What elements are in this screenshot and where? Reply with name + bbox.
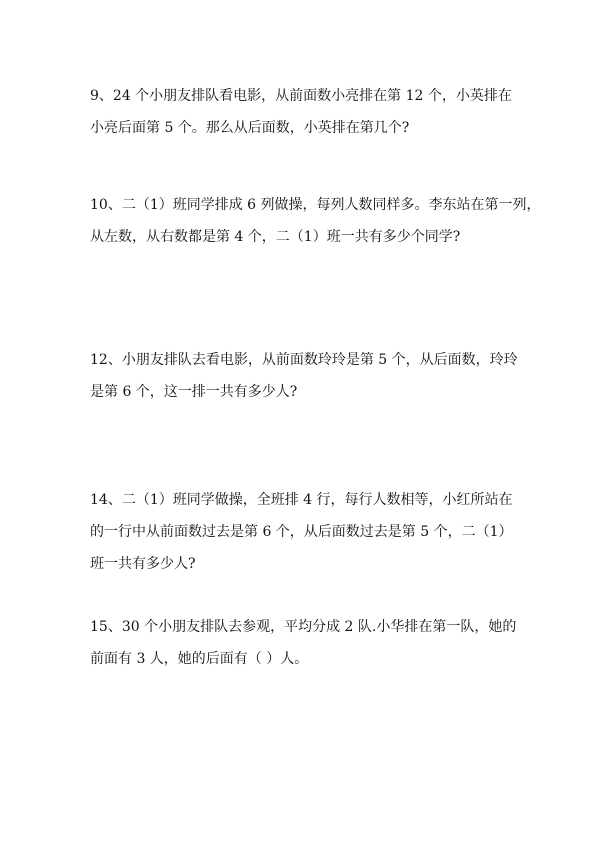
question-15-line-1: 15、30 个小朋友排队去参观，平均分成 2 队.小华排在第一队，她的 bbox=[90, 619, 517, 635]
question-15-line-2: 前面有 3 人，她的后面有（ ）人。 bbox=[90, 651, 309, 667]
question-9-line-1: 9、24 个小朋友排队看电影，从前面数小亮排在第 12 个，小英排在 bbox=[90, 88, 512, 104]
question-14-line-1: 14、二（1）班同学做操，全班排 4 行，每行人数相等，小红所站在 bbox=[90, 492, 513, 508]
question-14-line-2: 的一行中从前面数过去是第 6 个，从后面数过去是第 5 个，二（1） bbox=[90, 524, 513, 540]
question-12-line-1: 12、小朋友排队去看电影，从前面数玲玲是第 5 个，从后面数，玲玲 bbox=[90, 352, 518, 368]
question-10-line-2: 从左数，从右数都是第 4 个，二（1）班一共有多少个同学? bbox=[90, 229, 461, 245]
question-10-line-1: 10、二（1）班同学排成 6 列做操，每列人数同样多。李东站在第一列， bbox=[90, 197, 541, 213]
question-9-line-2: 小亮后面第 5 个。那么从后面数，小英排在第几个? bbox=[90, 120, 410, 136]
question-14-line-3: 班一共有多少人? bbox=[90, 556, 196, 572]
question-12-line-2: 是第 6 个，这一排一共有多少人? bbox=[90, 384, 298, 400]
